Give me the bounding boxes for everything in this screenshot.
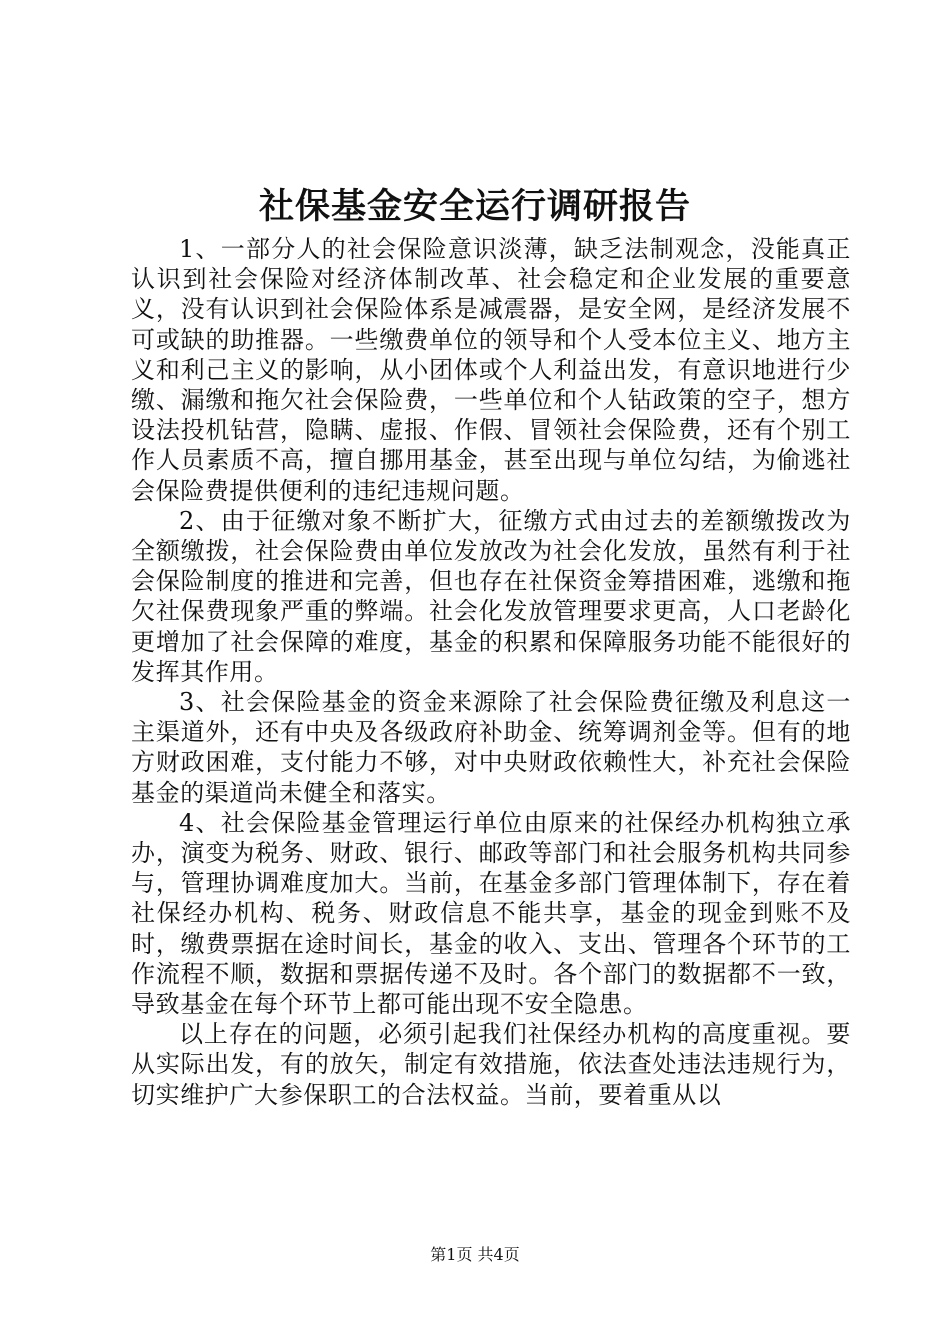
paragraph-1: 1、一部分人的社会保险意识淡薄，缺乏法制观念，没能真正认识到社会保险对经济体制改革、社会稳定和企业发展的重要意义，没有认识到社会保险体系是减震器，是安全网，是经济发展不可或缺的助推器。一些缴费单位的领导和个人受本位主义、地方主义和利己主义的影响，从小团体或个人利益出发，有意识地进行少缴、漏缴和拖欠社会保险费，一些单位和个人钻政策的空子，想方设法投机钻营，隐瞒、虚报、作假、冒领社会保险费，还有个别工作人员素质不高，擅自挪用基金，甚至出现与单位勾结，为偷逃社会保险费提供便利的违纪违规问题。: [131, 235, 851, 505]
paragraph-4: 4、社会保险基金管理运行单位由原来的社保经办机构独立承办，演变为税务、财政、银行、邮政等部门和社会服务机构共同参与，管理协调难度加大。当前，在基金多部门管理体制下，存在着社保经办机构、税务、财政信息不能共享，基金的现金到账不及时，缴费票据在途时间长，基金的收入、支出、管理各个环节的工作流程不顺，数据和票据传递不及时。各个部门的数据都不一致，导致基金在每个环节上都可能出现不安全隐患。: [131, 808, 851, 1019]
page-footer: 第1页 共4页: [430, 1245, 520, 1264]
paragraph-2: 2、由于征缴对象不断扩大，征缴方式由过去的差额缴拨改为全额缴拨，社会保险费由单位发放改为社会化发放，虽然有利于社会保险制度的推进和完善，但也存在社保资金筹措困难，逃缴和拖欠社保费现象严重的弊端。社会化发放管理要求更高，人口老龄化更增加了社会保障的难度，基金的积累和保障服务功能不能很好的发挥其作用。: [131, 506, 851, 686]
document-title: 社保基金安全运行调研报告: [258, 186, 691, 227]
document-body: [131, 234, 851, 1110]
paragraph-5: 以上存在的问题，必须引起我们社保经办机构的高度重视。要从实际出发，有的放矢，制定有效措施，依法查处违法违规行为，切实维护广大参保职工的合法权益。当前，要着重从以: [131, 1020, 851, 1109]
paragraph-3: 3、社会保险基金的资金来源除了社会保险费征缴及利息这一主渠道外，还有中央及各级政府补助金、统筹调剂金等。但有的地方财政困难，支付能力不够，对中央财政依赖性大，补充社会保险基金的渠道尚未健全和落实。: [131, 688, 851, 807]
